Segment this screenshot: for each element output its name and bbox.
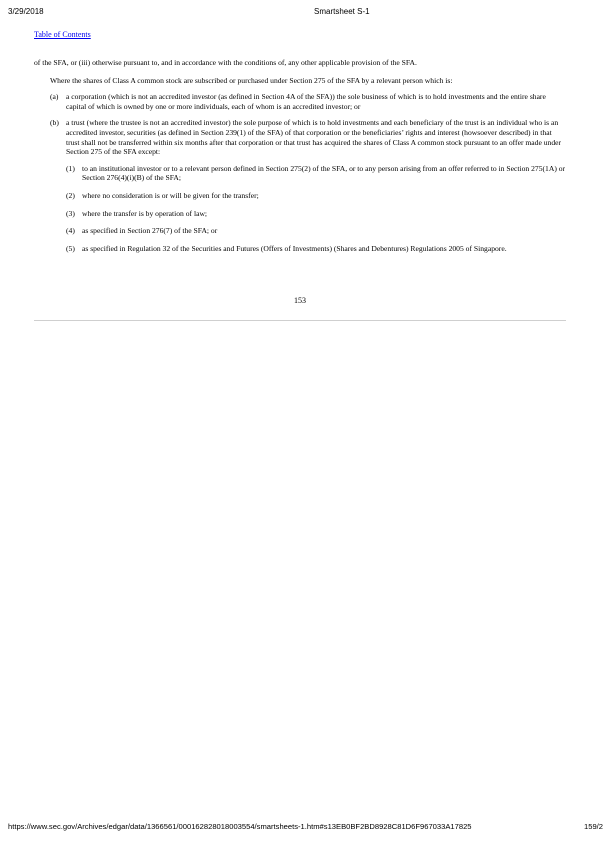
list-item-text: a trust (where the trustee is not an accredited investor) the sole purpose of which is to hold investments and each beneficiary of the trust is an individual who is an accredited investor, securities (as defined in Section 239(1) of the SFA) of that corporation or the beneficiaries’ rights and interest (howsoever described) in that trust shall not be transferred within six months after that corporation or that trust has acquired the shares of Class A common stock pursuant to an offer made under Section 275 of the SFA except: [66, 118, 562, 157]
page-number: 153 [294, 296, 306, 305]
table-of-contents-link[interactable]: Table of Contents [34, 30, 91, 39]
print-footer [8, 822, 603, 834]
document-title: Smartsheet S-1 [314, 7, 370, 16]
list-marker: (5) [66, 243, 75, 253]
list-marker: (4) [66, 226, 75, 236]
list-item-a [34, 92, 566, 111]
list-marker: (3) [66, 208, 75, 218]
list-marker: (a) [50, 92, 59, 102]
sub-item-2 [34, 191, 566, 201]
document-body [34, 58, 566, 261]
source-url: https://www.sec.gov/Archives/edgar/data/1366561/000162828018003554/smartsheets-1.htm#s13EB0BF2BD8928C81D6F967033A17825 [8, 822, 472, 831]
list-marker: (2) [66, 190, 75, 200]
sub-item-1 [34, 164, 566, 183]
list-marker: (b) [50, 118, 59, 128]
list-item-text: where the transfer is by operation of law; [82, 208, 208, 218]
list-item-text: where no consideration is or will be given for the transfer; [82, 190, 259, 200]
list-item-b [34, 118, 566, 156]
page-divider [34, 320, 566, 321]
print-page-count: 159/2 [584, 822, 603, 831]
list-item-text: as specified in Regulation 32 of the Securities and Futures (Offers of Investments) (Shares and Debentures) Regulations 2005 of Singapore. [82, 243, 507, 253]
sub-item-3 [34, 209, 566, 219]
intro-paragraph: Where the shares of Class A common stock are subscribed or purchased under Section 275 of the SFA by a relevant person which is: [50, 75, 453, 85]
sub-item-4 [34, 226, 566, 236]
print-header [8, 7, 592, 19]
list-item-text: a corporation (which is not an accredited investor (as defined in Section 4A of the SFA)) the sole business of which is to hold investments and the entire share capital of which is owned by one or more individuals, each of whom is an accredited investor; or [66, 92, 546, 111]
list-item-text: as specified in Section 276(7) of the SFA; or [82, 226, 218, 236]
print-date: 3/29/2018 [8, 7, 44, 16]
lead-paragraph: of the SFA, or (iii) otherwise pursuant to, and in accordance with the conditions of, any other applicable provision of the SFA. [34, 58, 417, 67]
list-marker: (1) [66, 163, 75, 173]
sub-item-5 [34, 244, 566, 254]
list-item-text: to an institutional investor or to a relevant person defined in Section 275(2) of the SFA, or to any person arising from an offer referred to in Section 275(1A) or Section 276(4)(i)(B) of the SFA; [82, 163, 566, 183]
